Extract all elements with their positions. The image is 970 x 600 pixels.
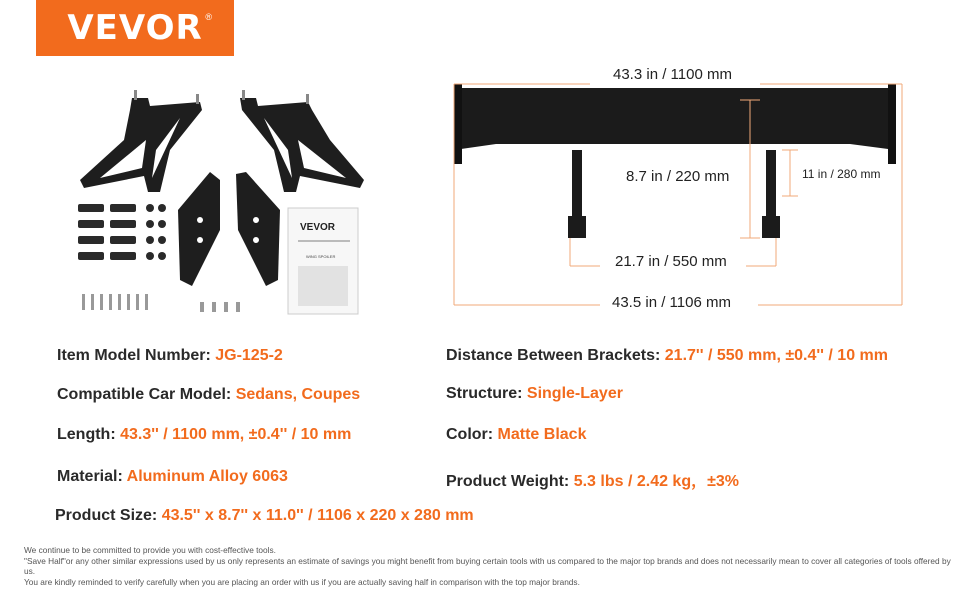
spec-label: Product Weight:: [446, 473, 574, 490]
side-plates: [178, 172, 280, 286]
spec-value: 43.3'' / 1100 mm, ±0.4'' / 10 mm: [120, 426, 352, 443]
disclaimer-line: You are kindly reminded to verify carefully when you are placing an order with us if you are actually saving half in comparison with the top major brands.: [24, 576, 580, 587]
spec-size: [55, 507, 474, 525]
spec-label: Color:: [446, 426, 498, 443]
spec-length: [57, 426, 351, 444]
dim-bracket-distance: 21.7 in / 550 mm: [611, 253, 731, 270]
spec-material: [57, 468, 288, 486]
dim-top-length: 43.3 in / 1100 mm: [609, 66, 736, 83]
wing-blade: [454, 84, 896, 164]
spec-label: Distance Between Brackets:: [446, 347, 665, 364]
vevor-logo: [36, 0, 234, 56]
hardware-plates: [78, 204, 166, 260]
manual-logo: VEVOR: [300, 222, 336, 233]
registered-mark: ®: [205, 12, 212, 22]
bolts: [82, 294, 240, 312]
spec-value: Matte Black: [497, 426, 587, 443]
spec-value: 43.5'' x 8.7'' x 11.0'' / 1106 x 220 x 280 mm: [161, 507, 474, 524]
spec-label: Length:: [57, 426, 121, 443]
spec-value: 5.3 lbs / 2.42 kg，±3%: [573, 473, 740, 490]
disclaimer-line: We continue to be committed to provide you with cost-effective tools.: [24, 545, 276, 555]
uprights: [568, 150, 780, 238]
spec-label: Item Model Number:: [57, 347, 216, 364]
spec-label: Product Size:: [55, 507, 162, 524]
bracket-right: [240, 90, 364, 192]
spec-weight: [446, 468, 739, 491]
dim-bracket-height: 11 in / 280 mm: [798, 167, 884, 181]
spec-model: [57, 347, 283, 365]
disclaimer: [24, 545, 959, 587]
spec-label: Structure:: [446, 385, 527, 402]
spec-distance: [446, 347, 888, 365]
manual-subtitle: WING SPOILER: [306, 254, 336, 259]
spec-structure: [446, 385, 623, 403]
spec-color: [446, 426, 586, 444]
spec-label: Material:: [57, 468, 127, 485]
bracket-left: [80, 90, 202, 192]
spec-value: JG-125-2: [215, 347, 283, 364]
dim-height: 8.7 in / 220 mm: [622, 168, 733, 185]
spec-value: Sedans, Coupes: [235, 386, 361, 403]
disclaimer-line: "Save Half"or any other similar expressions used by us only represents an estimate of savings you might benefit from buying certain tools with us compared to the major top brands and does not necessarily mean to cover all categories of tools offered by us.: [24, 555, 951, 576]
spec-compatible: [57, 386, 360, 404]
dim-total-length: 43.5 in / 1106 mm: [608, 294, 735, 311]
wing-dimension-diagram: [440, 60, 930, 320]
instruction-manual: [288, 208, 358, 314]
spec-label: Compatible Car Model:: [57, 386, 236, 403]
logo-text: VEVOR: [67, 8, 203, 48]
spec-value: Single-Layer: [526, 385, 623, 402]
spec-value: 21.7'' / 550 mm, ±0.4'' / 10 mm: [664, 347, 888, 364]
spec-value: Aluminum Alloy 6063: [126, 468, 288, 485]
kit-contents-image: [60, 80, 390, 330]
